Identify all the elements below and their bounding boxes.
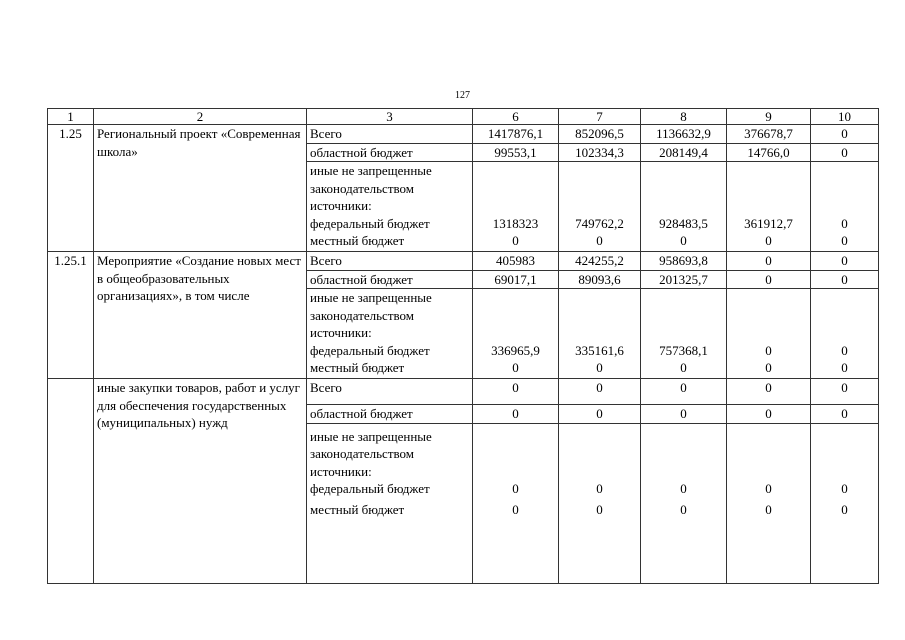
value-cell: 89093,6 <box>559 270 641 289</box>
value-cell: 1136632,9 <box>641 125 727 144</box>
value-cell: 0 <box>841 360 848 375</box>
value-cell-group <box>811 162 879 252</box>
table-row <box>48 252 879 271</box>
value-cell: 0 <box>811 252 879 271</box>
source-label: источники: <box>310 463 372 479</box>
value-cell-group <box>559 162 641 252</box>
value-cell-group <box>811 423 879 583</box>
value-cell: 361912,7 <box>744 215 793 231</box>
source-label-group <box>307 289 473 379</box>
value-cell: 0 <box>811 270 879 289</box>
value-cell: 0 <box>512 360 519 375</box>
source-label: федеральный бюджет <box>310 342 430 358</box>
value-cell: 1318323 <box>492 215 539 231</box>
table-row <box>48 125 879 144</box>
value-cell: 928483,5 <box>659 215 708 231</box>
row-name: Региональный проект «Современная школа» <box>94 125 307 252</box>
source-label: областной бюджет <box>307 405 473 424</box>
value-cell: 0 <box>765 501 772 517</box>
source-label: источники: <box>310 198 372 213</box>
value-cell: 208149,4 <box>641 143 727 162</box>
value-cell: 424255,2 <box>559 252 641 271</box>
value-cell: 1417876,1 <box>473 125 559 144</box>
budget-table <box>47 108 879 584</box>
value-cell: 0 <box>641 379 727 405</box>
value-cell: 0 <box>596 360 603 375</box>
column-header: 8 <box>641 109 727 125</box>
row-code: 1.25 <box>48 125 94 252</box>
value-cell: 852096,5 <box>559 125 641 144</box>
value-cell: 0 <box>727 252 811 271</box>
source-label-group <box>307 162 473 252</box>
value-cell: 0 <box>765 233 772 248</box>
value-cell: 0 <box>841 501 848 517</box>
source-label: федеральный бюджет <box>310 481 430 496</box>
value-cell: 0 <box>680 233 687 248</box>
column-header: 1 <box>48 109 94 125</box>
row-code: 1.25.1 <box>48 252 94 379</box>
table-row <box>48 379 879 405</box>
value-cell: 335161,6 <box>575 342 624 358</box>
column-header: 9 <box>727 109 811 125</box>
value-cell-group <box>473 289 559 379</box>
value-cell: 201325,7 <box>641 270 727 289</box>
value-cell-group <box>727 162 811 252</box>
page-number: 127 <box>455 90 470 101</box>
row-code <box>48 379 94 584</box>
value-cell: 14766,0 <box>727 143 811 162</box>
value-cell-group <box>559 289 641 379</box>
value-cell: 0 <box>512 481 519 496</box>
source-label: местный бюджет <box>310 360 405 375</box>
value-cell: 0 <box>765 481 772 496</box>
value-cell: 69017,1 <box>473 270 559 289</box>
value-cell-group <box>811 289 879 379</box>
value-cell: 0 <box>473 405 559 424</box>
source-label: местный бюджет <box>310 233 405 248</box>
source-label: иные не запрещенные <box>310 163 432 178</box>
value-cell: 0 <box>680 501 687 517</box>
source-label: Всего <box>307 252 473 271</box>
source-label: законодательством <box>310 307 415 323</box>
value-cell-group <box>473 423 559 583</box>
value-cell: 0 <box>473 379 559 405</box>
source-label: источники: <box>310 325 372 340</box>
value-cell: 0 <box>841 481 848 496</box>
value-cell-group <box>473 162 559 252</box>
column-header: 10 <box>811 109 879 125</box>
value-cell: 336965,9 <box>491 342 540 358</box>
source-label: Всего <box>307 379 473 405</box>
source-label: местный бюджет <box>310 501 405 517</box>
value-cell: 0 <box>841 342 848 358</box>
value-cell: 0 <box>596 501 603 517</box>
value-cell: 405983 <box>473 252 559 271</box>
value-cell: 0 <box>512 233 519 248</box>
column-header: 6 <box>473 109 559 125</box>
value-cell: 0 <box>727 379 811 405</box>
source-label: иные не запрещенные <box>310 290 432 305</box>
value-cell: 0 <box>841 233 848 248</box>
value-cell: 0 <box>727 405 811 424</box>
value-cell: 0 <box>811 125 879 144</box>
source-label: законодательством <box>310 446 415 461</box>
value-cell: 757368,1 <box>659 342 708 358</box>
source-label: федеральный бюджет <box>310 215 430 231</box>
value-cell: 0 <box>680 481 687 496</box>
value-cell: 0 <box>512 501 519 517</box>
row-name: иные закупки товаров, работ и услуг для обеспечения государственных (муниципальных) нужд <box>94 379 307 584</box>
value-cell: 0 <box>727 270 811 289</box>
value-cell: 0 <box>559 379 641 405</box>
source-label: иные не запрещенные <box>310 428 432 444</box>
header-row <box>48 109 879 125</box>
value-cell-group <box>559 423 641 583</box>
value-cell-group <box>727 423 811 583</box>
value-cell: 958693,8 <box>641 252 727 271</box>
value-cell-group <box>727 289 811 379</box>
value-cell: 99553,1 <box>473 143 559 162</box>
value-cell: 0 <box>765 342 772 358</box>
row-name: Мероприятие «Создание новых мест в общеобразовательных организациях», в том числе <box>94 252 307 379</box>
column-header: 7 <box>559 109 641 125</box>
value-cell-group <box>641 289 727 379</box>
value-cell-group <box>641 423 727 583</box>
value-cell: 0 <box>811 405 879 424</box>
source-label: областной бюджет <box>307 270 473 289</box>
value-cell: 0 <box>841 215 848 231</box>
value-cell: 0 <box>811 143 879 162</box>
value-cell: 102334,3 <box>559 143 641 162</box>
value-cell-group <box>641 162 727 252</box>
source-label: законодательством <box>310 180 415 196</box>
value-cell: 0 <box>596 481 603 496</box>
value-cell: 0 <box>596 233 603 248</box>
value-cell: 0 <box>680 360 687 375</box>
value-cell: 0 <box>559 405 641 424</box>
source-label-group <box>307 423 473 583</box>
column-header: 3 <box>307 109 473 125</box>
value-cell: 0 <box>641 405 727 424</box>
source-label: областной бюджет <box>307 143 473 162</box>
source-label: Всего <box>307 125 473 144</box>
value-cell: 749762,2 <box>575 215 624 231</box>
column-header: 2 <box>94 109 307 125</box>
value-cell: 0 <box>811 379 879 405</box>
value-cell: 0 <box>765 360 772 375</box>
value-cell: 376678,7 <box>727 125 811 144</box>
